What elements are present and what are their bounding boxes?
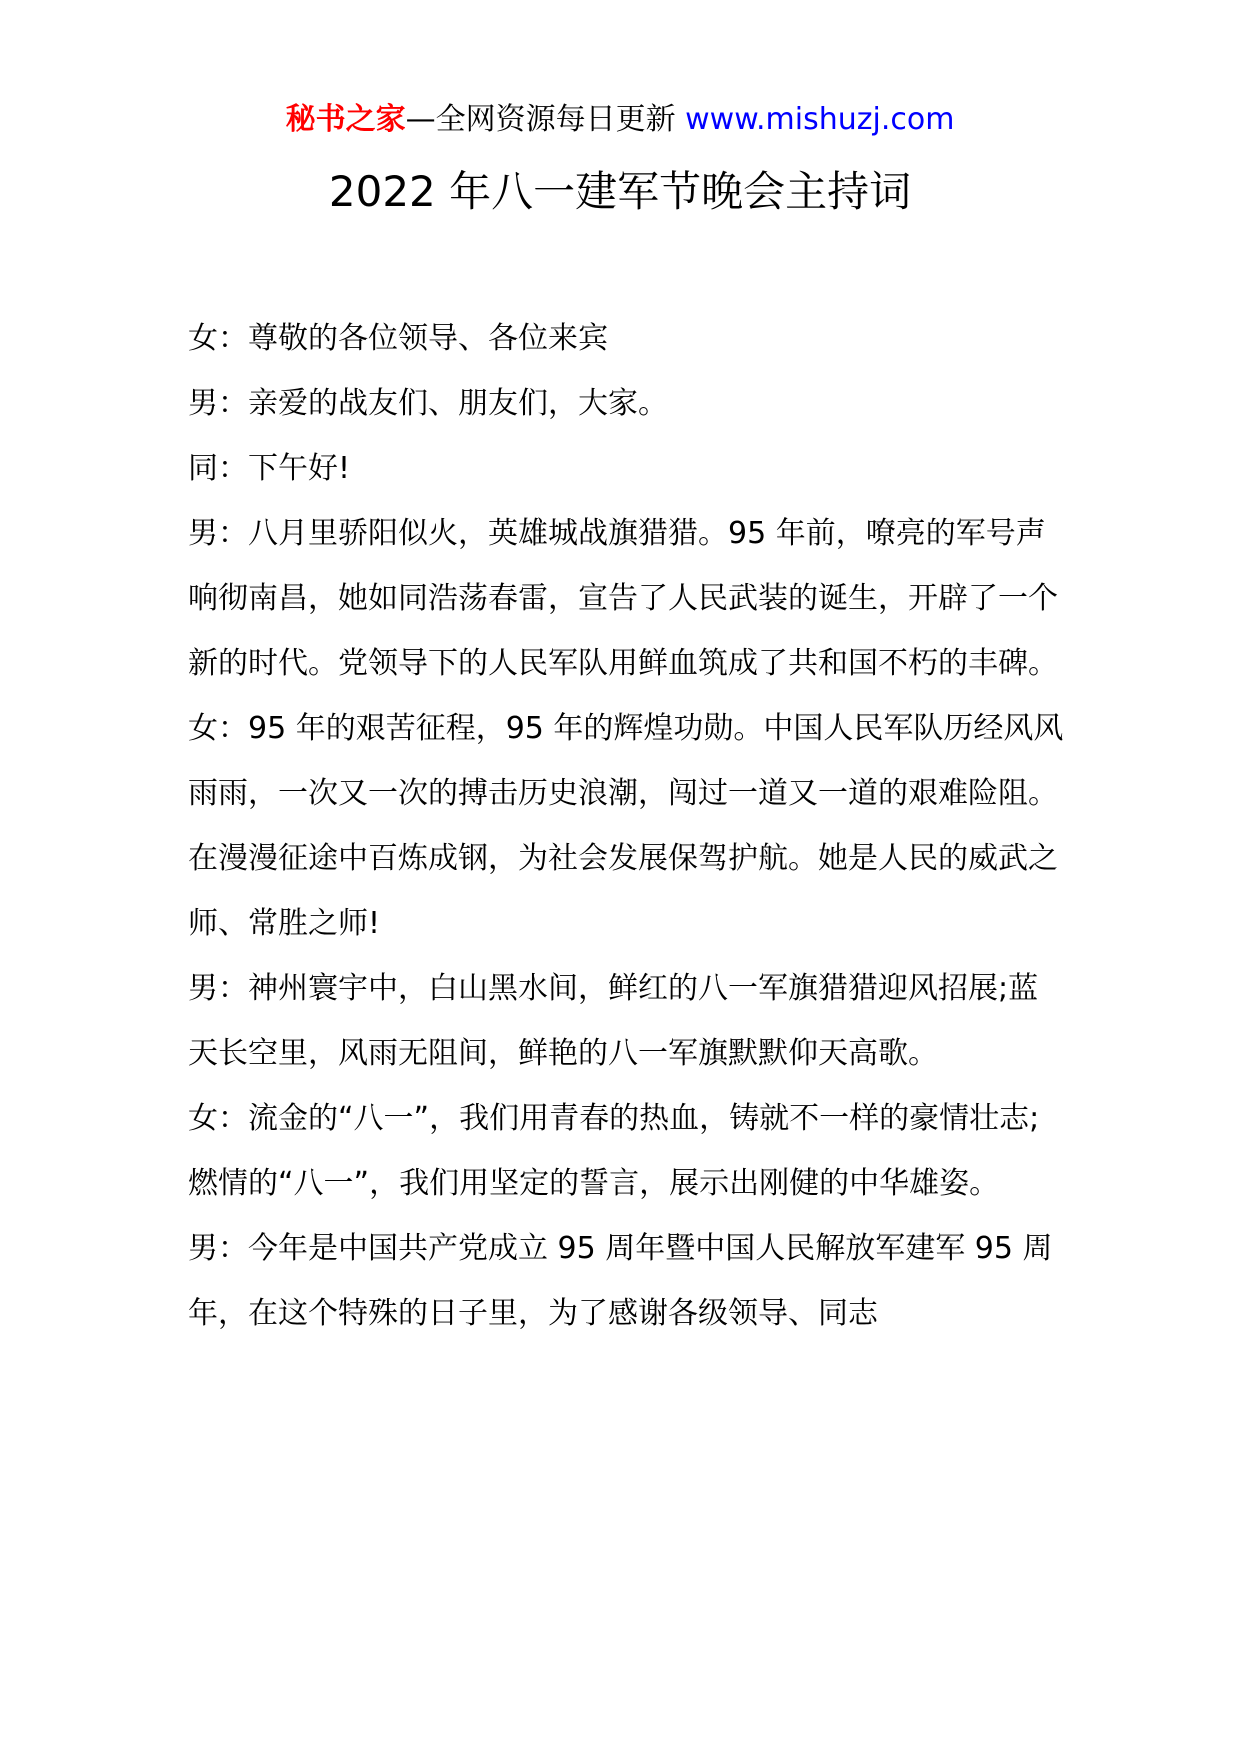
site-url-link[interactable]: www.mishuzj.com [685,102,955,137]
paragraph-joint-greeting: 同：下午好! [188,451,351,486]
paragraph-female-greeting: 女：尊敬的各位领导、各位来宾 [188,321,608,356]
paragraph-male-2: 男：神州寰宇中，白山黑水间，鲜红的八一军旗猎猎迎风招展;蓝天长空里，风雨无阻间，鲜艳的八一军旗默默仰天高歌。 [188,971,1039,1071]
document-body [188,306,1068,1346]
brand-name: 秘书之家 [285,102,406,137]
paragraph-male-3: 男：今年是中国共产党成立 95 周年暨中国人民解放军建军 95 周年，在这个特殊的日子里，为了感谢各级领导、同志 [188,1231,1053,1331]
site-header [0,100,1240,140]
paragraph-female-2: 女：流金的“八一”，我们用青春的热血，铸就不一样的豪情壮志;燃情的“八一”，我们用坚定的誓言，展示出刚健的中华雄姿。 [188,1101,1040,1201]
paragraph-female-1: 女：95 年的艰苦征程，95 年的辉煌功勋。中国人民军队历经风风雨雨，一次又一次的搏击历史浪潮，闯过一道又一道的艰难险阻。在漫漫征途中百炼成钢，为社会发展保驾护航。她是人民的威武之师、常胜之师! [188,711,1064,941]
document-title: 2022 年八一建军节晚会主持词 [328,167,912,216]
paragraph-male-greeting: 男：亲爱的战友们、朋友们，大家。 [188,386,668,421]
header-tagline: —全网资源每日更新 [405,102,676,137]
paragraph-male-1: 男：八月里骄阳似火，英雄城战旗猎猎。95 年前，嘹亮的军号声响彻南昌，她如同浩荡春雷，宣告了人民武装的诞生，开辟了一个新的时代。党领导下的人民军队用鲜血筑成了共和国不朽的丰碑。 [188,516,1058,681]
